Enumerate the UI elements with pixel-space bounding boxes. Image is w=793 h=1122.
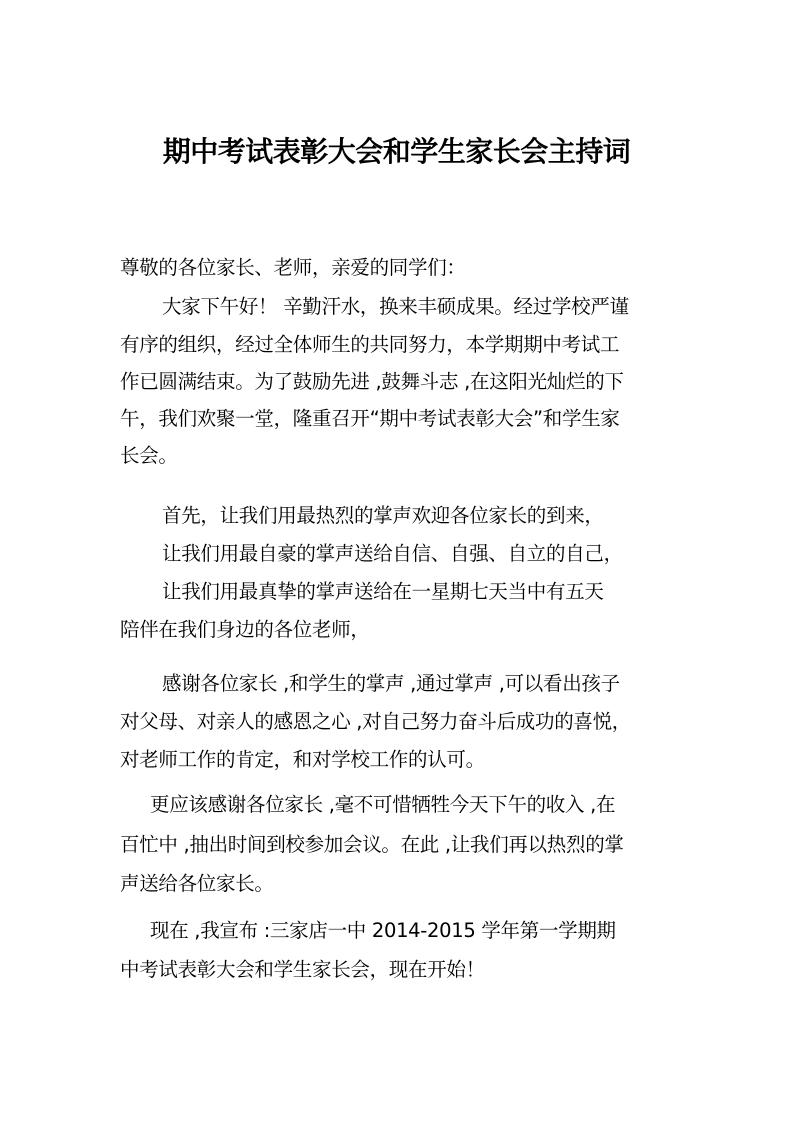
- text-line: 声送给各位家长。: [120, 872, 274, 895]
- document-title: 期中考试表彰大会和学生家长会主持词: [162, 135, 631, 168]
- text-line: 现在 ,我宣布 :三家店一中 2014-2015 学年第一学期期: [150, 919, 616, 942]
- text-line: 对老师工作的肯定，和对学校工作的认可。: [120, 748, 485, 771]
- text-line: 尊敬的各位家长、老师，亲爱的同学们：: [120, 256, 466, 279]
- text-line: 有序的组织，经过全体师生的共同努力，本学期期中考试工: [120, 333, 620, 356]
- text-line: 中考试表彰大会和学生家长会，现在开始！: [120, 958, 485, 981]
- text-line: 陪伴在我们身边的各位老师，: [120, 618, 370, 641]
- text-line: 让我们用最自豪的掌声送给自信、自强、自立的自己，: [162, 542, 623, 565]
- text-line: 更应该感谢各位家长 ,毫不可惜牺牲今天下午的收入 ,在: [150, 793, 616, 816]
- text-line: 对父母、对亲人的感恩之心 ,对自己努力奋斗后成功的喜悦，: [120, 710, 631, 733]
- text-line: 作已圆满结束。为了鼓励先进 ,鼓舞斗志 ,在这阳光灿烂的下: [120, 370, 624, 393]
- text-line: 长会。: [120, 444, 178, 467]
- text-line: 让我们用最真挚的掌声送给在一星期七天当中有五天: [162, 580, 604, 603]
- text-line: 午，我们欢聚一堂，隆重召开“期中考试表彰大会”和学生家: [120, 407, 620, 430]
- text-line: 百忙中 ,抽出时间到校参加会议。在此 ,让我们再以热烈的掌: [120, 833, 624, 856]
- text-line: 感谢各位家长 ,和学生的掌声 ,通过掌声 ,可以看出孩子: [162, 672, 620, 695]
- text-line: 大家下午好！ 辛勤汗水，换来丰硕成果。经过学校严谨: [162, 295, 629, 318]
- text-line: 首先，让我们用最热烈的掌声欢迎各位家长的到来，: [162, 504, 604, 527]
